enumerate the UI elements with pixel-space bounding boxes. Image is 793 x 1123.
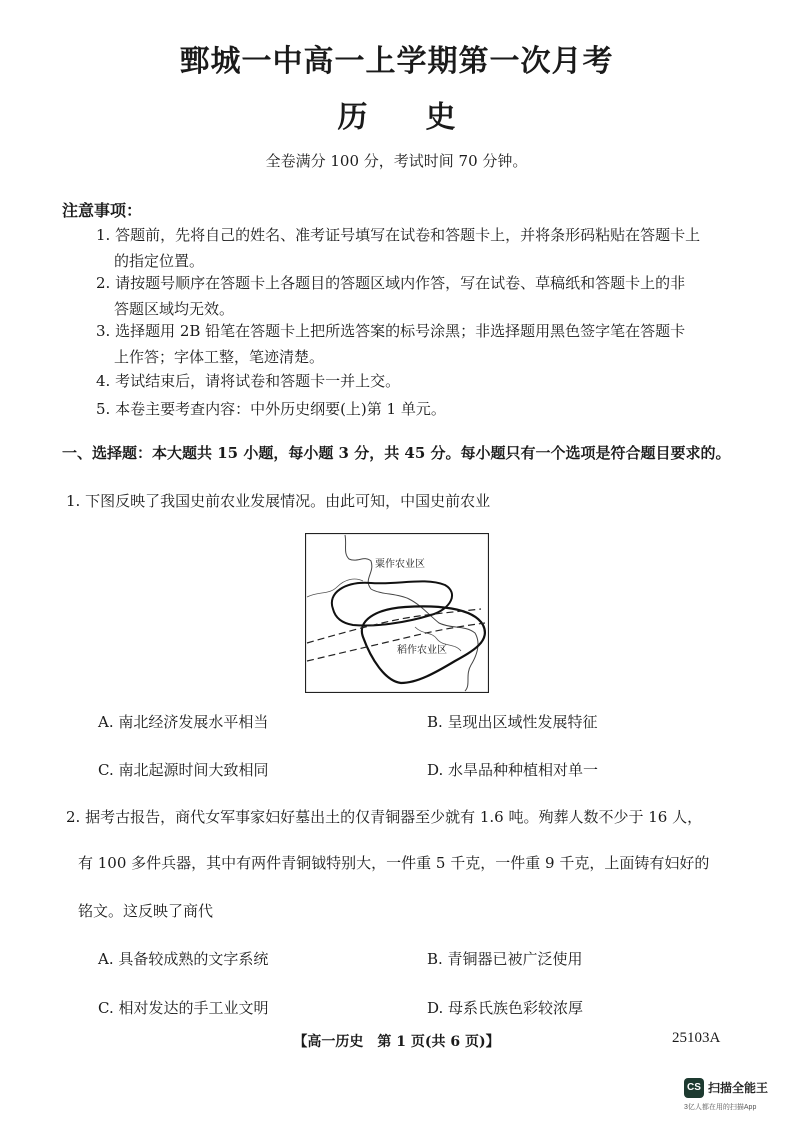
- question-2-stem-line: 2. 据考古报告，商代女军事家妇好墓出土的仅青铜器至少就有 1.6 吨。殉葬人数不少于 16 人，: [66, 808, 703, 826]
- question-2-option-c: C. 相对发达的手工业文明: [98, 999, 269, 1017]
- question-1-option-a: A. 南北经济发展水平相当: [98, 713, 269, 731]
- scanner-app-name: 扫描全能王: [708, 1081, 769, 1095]
- section-heading: 一、选择题：本大题共 15 小题，每小题 3 分，共 45 分。每小题只有一个选项是符合题目要求的。: [62, 444, 731, 462]
- map-label-north: 粟作农业区: [375, 559, 425, 570]
- subject-title: 历史: [337, 100, 514, 135]
- question-2-option-a: A. 具备较成熟的文字系统: [98, 950, 269, 968]
- question-2-option-b: B. 青铜器已被广泛使用: [427, 950, 583, 968]
- exam-title: 鄄城一中高一上学期第一次月考: [179, 44, 614, 79]
- notice-item: 2. 请按题号顺序在答题卡上各题目的答题区域内作答，写在试卷、草稿纸和答题卡上的非 答题区域均无效。: [96, 274, 686, 318]
- question-1-option-c: C. 南北起源时间大致相同: [98, 761, 269, 779]
- question-1-option-b: B. 呈现出区域性发展特征: [427, 713, 598, 731]
- question-2-stem-line: 铭文。这反映了商代: [78, 902, 214, 920]
- question-2-stem-line: 有 100 多件兵器，其中有两件青铜钺特别大，一件重 5 千克，一件重 9 千克，上面铸有妇好的: [78, 854, 710, 872]
- map-label-south: 稻作农业区: [397, 645, 447, 656]
- question-1-stem: 1. 下图反映了我国史前农业发展情况。由此可知，中国史前农业: [66, 492, 491, 510]
- paper-code: 25103A: [672, 1030, 721, 1046]
- notice-item: 1. 答题前，先将自己的姓名、准考证号填写在试卷和答题卡上，并将条形码粘贴在答题卡上 的指定位置。: [96, 226, 701, 270]
- question-2-option-d: D. 母系氏族色彩较浓厚: [427, 999, 584, 1017]
- notice-heading: 注意事项：: [62, 201, 143, 220]
- map-frame: [306, 534, 489, 693]
- notice-item: 3. 选择题用 2B 铅笔在答题卡上把所选答案的标号涂黑；非选择题用黑色签字笔在答题卡 上作答；字体工整，笔迹清楚。: [96, 322, 686, 366]
- scanner-tagline: 3亿人都在用的扫描App: [684, 1104, 757, 1111]
- question-1-option-d: D. 水旱品种种植相对单一: [427, 761, 599, 779]
- notice-item: 4. 考试结束后，请将试卷和答题卡一并上交。: [96, 372, 401, 390]
- camscanner-logo-icon: CS: [684, 1078, 704, 1098]
- exam-meta: 全卷满分 100 分，考试时间 70 分钟。: [265, 152, 528, 170]
- notice-item: 5. 本卷主要考查内容：中外历史纲要(上)第 1 单元。: [96, 400, 446, 418]
- page-footer: 【高一历史 第 1 页(共 6 页)】: [293, 1034, 500, 1050]
- agriculture-region-map: [305, 533, 489, 693]
